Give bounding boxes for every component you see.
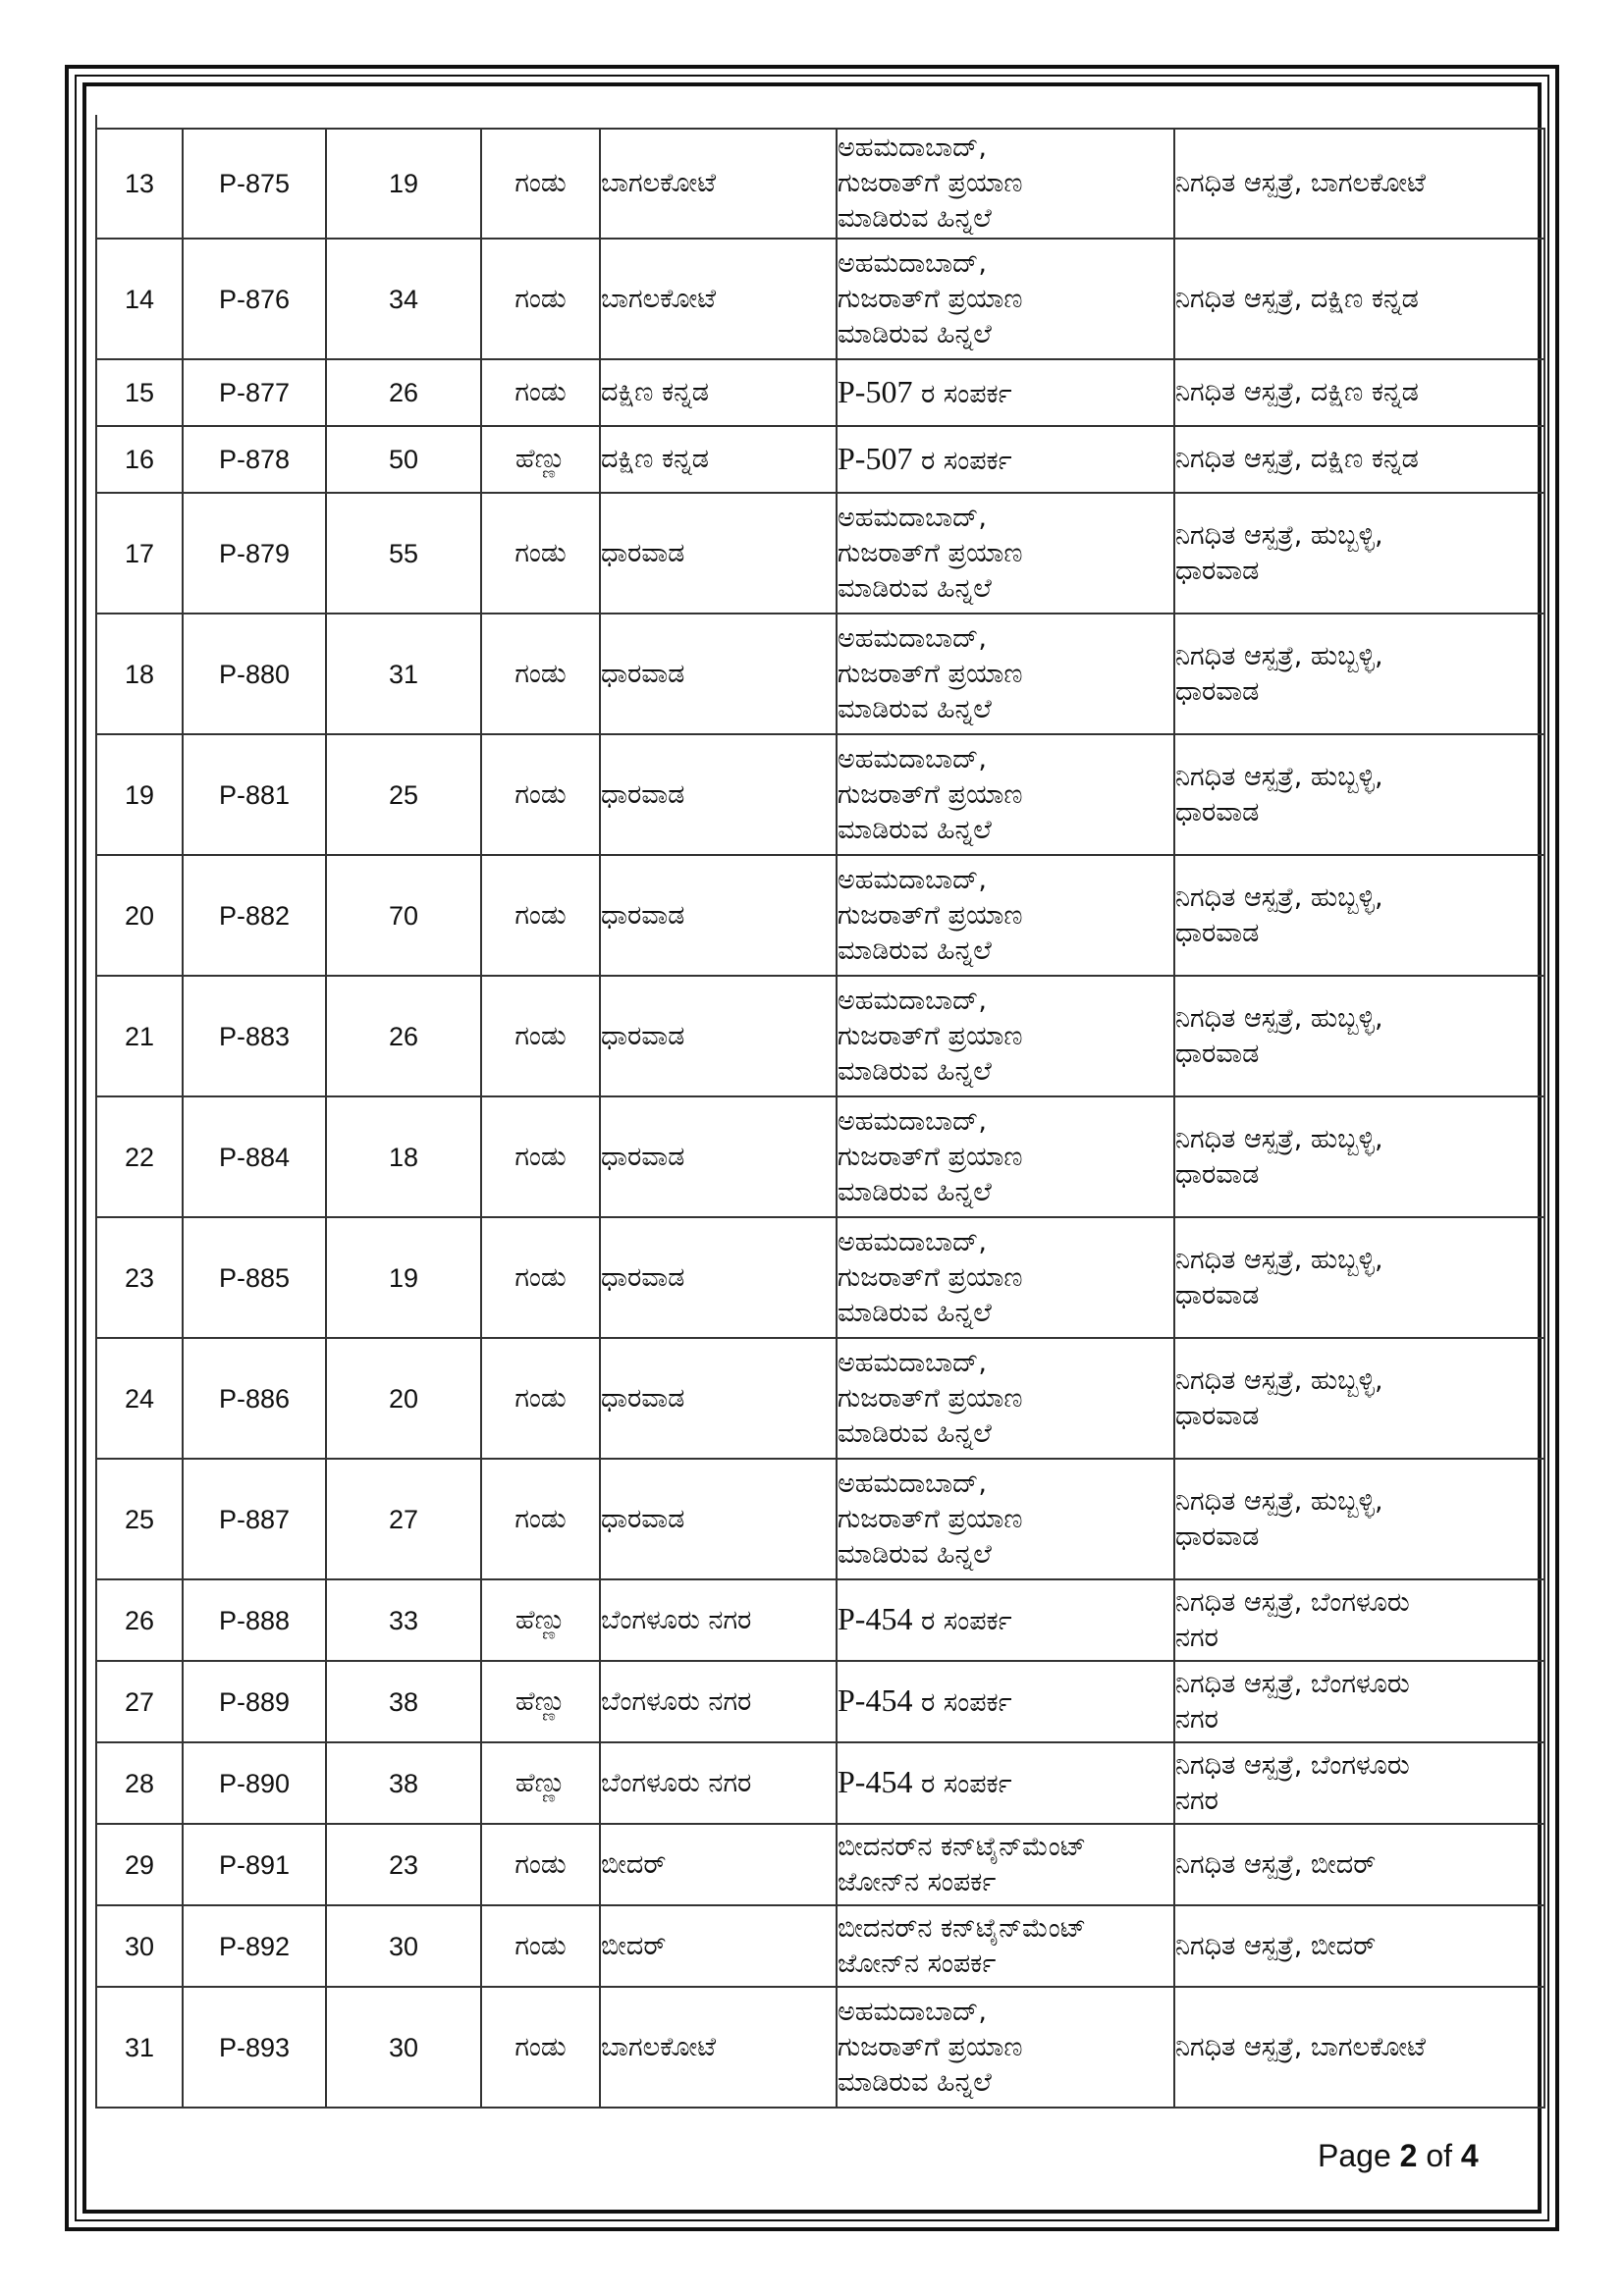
hospital-line: ನಿಗಧಿತ ಆಸ್ಪತ್ರೆ, ಬಾಗಲಕೋಟೆ bbox=[1175, 168, 1426, 198]
cell-patient-id: P-878 bbox=[183, 426, 326, 493]
cell-source bbox=[837, 1661, 1174, 1742]
source-line: ಮಾಡಿರುವ ಹಿನ್ನಲೆ bbox=[838, 2066, 992, 2098]
cell-source bbox=[837, 1905, 1174, 1987]
hospital-line: ಧಾರವಾಡ bbox=[1175, 1279, 1260, 1310]
source-line: ಅಹಮದಾಬಾದ್, bbox=[838, 985, 987, 1016]
cell-serial: 29 bbox=[96, 1824, 183, 1905]
cell-hospital bbox=[1174, 359, 1544, 426]
page-number bbox=[1318, 2138, 1479, 2174]
cell-district: ಧಾರವಾಡ bbox=[600, 1459, 837, 1579]
source-line: ಅಹಮದಾಬಾದ್, bbox=[838, 502, 987, 533]
cell-age: 26 bbox=[326, 976, 481, 1096]
cell-patient-id: P-889 bbox=[183, 1661, 326, 1742]
cell-sex: ಗಂಡು bbox=[481, 359, 600, 426]
cell-sex: ಗಂಡು bbox=[481, 1987, 600, 2108]
cell-source bbox=[837, 1579, 1174, 1661]
cell-age: 34 bbox=[326, 239, 481, 359]
cell-source bbox=[837, 1459, 1174, 1579]
table-row bbox=[96, 129, 1544, 239]
cell-age: 55 bbox=[326, 493, 481, 614]
cell-source bbox=[837, 1338, 1174, 1459]
cell-patient-id: P-875 bbox=[183, 129, 326, 239]
cell-sex: ಹೆಣ್ಣು bbox=[481, 426, 600, 493]
source-line: ಅಹಮದಾಬಾದ್, bbox=[838, 743, 987, 774]
patients-table-body bbox=[96, 115, 1544, 2108]
cell-sex: ಗಂಡು bbox=[481, 734, 600, 855]
cell-patient-id: P-882 bbox=[183, 855, 326, 976]
source-contact-id: P-507 bbox=[838, 440, 913, 476]
page-number-total: 4 bbox=[1460, 2138, 1479, 2173]
cell-district: ಬೀದರ್ bbox=[600, 1905, 837, 1987]
cell-hospital bbox=[1174, 1459, 1544, 1579]
cell-sex: ಹೆಣ್ಣು bbox=[481, 1742, 600, 1824]
page-number-middle: of bbox=[1417, 2138, 1461, 2173]
cell-district: ಬಾಗಲಕೋಟೆ bbox=[600, 1987, 837, 2108]
cell-sex: ಗಂಡು bbox=[481, 855, 600, 976]
cell-district: ಧಾರವಾಡ bbox=[600, 493, 837, 614]
source-line: ಗುಜರಾತ್‌ಗೆ ಪ್ರಯಾಣ bbox=[838, 537, 1023, 568]
cell-patient-id: P-888 bbox=[183, 1579, 326, 1661]
source-line: ಅಹಮದಾಬಾದ್, bbox=[838, 1468, 987, 1499]
cell-age: 19 bbox=[326, 129, 481, 239]
source-line: ಗುಜರಾತ್‌ಗೆ ಪ್ರಯಾಣ bbox=[838, 2031, 1023, 2062]
page-number-current: 2 bbox=[1399, 2138, 1418, 2173]
source-line: ಅಹಮದಾಬಾದ್, bbox=[838, 1226, 987, 1257]
source-line: ಜೋನ್‌ನ ಸಂಪರ್ಕ bbox=[838, 1866, 997, 1897]
cell-district: ಧಾರವಾಡ bbox=[600, 1217, 837, 1338]
source-line: ಗುಜರಾತ್‌ಗೆ ಪ್ರಯಾಣ bbox=[838, 1141, 1023, 1172]
cell-serial: 24 bbox=[96, 1338, 183, 1459]
cell-patient-id: P-884 bbox=[183, 1096, 326, 1217]
hospital-line: ನಿಗಧಿತ ಆಸ್ಪತ್ರೆ, ಹುಬ್ಬಳ್ಳಿ, bbox=[1175, 1244, 1383, 1275]
hospital-line: ಧಾರವಾಡ bbox=[1175, 675, 1260, 707]
cell-age: 18 bbox=[326, 1096, 481, 1217]
cell-hospital bbox=[1174, 855, 1544, 976]
cell-patient-id: P-877 bbox=[183, 359, 326, 426]
cell-serial: 25 bbox=[96, 1459, 183, 1579]
page-number-prefix: Page bbox=[1318, 2138, 1400, 2173]
cell-age: 38 bbox=[326, 1742, 481, 1824]
source-line: ಗುಜರಾತ್‌ಗೆ ಪ್ರಯಾಣ bbox=[838, 283, 1023, 314]
source-line: ಬೀದನರ್‌ನ ಕನ್‌ಟೈನ್‌ಮೆಂಟ್ bbox=[838, 1831, 1087, 1862]
cell-hospital bbox=[1174, 1338, 1544, 1459]
cell-age: 25 bbox=[326, 734, 481, 855]
hospital-line: ನಿಗಧಿತ ಆಸ್ಪತ್ರೆ, ಬೀದರ್ bbox=[1175, 1848, 1377, 1880]
cell-patient-id: P-883 bbox=[183, 976, 326, 1096]
source-line: ಅಹಮದಾಬಾದ್, bbox=[838, 1347, 987, 1378]
cell-serial: 21 bbox=[96, 976, 183, 1096]
cell-hospital bbox=[1174, 1579, 1544, 1661]
table-row bbox=[96, 1742, 1544, 1824]
source-line: ಮಾಡಿರುವ ಹಿನ್ನಲೆ bbox=[838, 1055, 992, 1087]
source-line: ಮಾಡಿರುವ ಹಿನ್ನಲೆ bbox=[838, 934, 992, 966]
cell-age: 50 bbox=[326, 426, 481, 493]
hospital-line: ನಿಗಧಿತ ಆಸ್ಪತ್ರೆ, ದಕ್ಷಿಣ ಕನ್ನಡ bbox=[1175, 377, 1419, 407]
cell-age: 31 bbox=[326, 614, 481, 734]
hospital-line: ಧಾರವಾಡ bbox=[1175, 796, 1260, 828]
cell-serial: 14 bbox=[96, 239, 183, 359]
cell-patient-id: P-893 bbox=[183, 1987, 326, 2108]
table-row bbox=[96, 1824, 1544, 1905]
table-row bbox=[96, 1459, 1544, 1579]
cell-age: 70 bbox=[326, 855, 481, 976]
source-line: ಗುಜರಾತ್‌ಗೆ ಪ್ರಯಾಣ bbox=[838, 658, 1023, 689]
cell-serial: 30 bbox=[96, 1905, 183, 1987]
source-line: ಅಹಮದಾಬಾದ್, bbox=[838, 864, 987, 895]
source-line: ಮಾಡಿರುವ ಹಿನ್ನಲೆ bbox=[838, 318, 992, 349]
cell-hospital bbox=[1174, 1824, 1544, 1905]
hospital-line: ನಿಗಧಿತ ಆಸ್ಪತ್ರೆ, ಹುಬ್ಬಳ್ಳಿ, bbox=[1175, 1123, 1383, 1154]
source-contact-id: P-454 bbox=[838, 1764, 913, 1799]
table-row bbox=[96, 359, 1544, 426]
table-row bbox=[96, 493, 1544, 614]
hospital-line: ನಿಗಧಿತ ಆಸ್ಪತ್ರೆ, ದಕ್ಷಿಣ ಕನ್ನಡ bbox=[1175, 444, 1419, 474]
hospital-line: ನಗರ bbox=[1175, 1703, 1218, 1735]
cell-serial: 18 bbox=[96, 614, 183, 734]
cell-serial: 23 bbox=[96, 1217, 183, 1338]
cell-hospital bbox=[1174, 976, 1544, 1096]
source-line: ಅಹಮದಾಬಾದ್, bbox=[838, 1105, 987, 1137]
table-row bbox=[96, 1338, 1544, 1459]
hospital-line: ನಿಗಧಿತ ಆಸ್ಪತ್ರೆ, ಹುಬ್ಬಳ್ಳಿ, bbox=[1175, 640, 1383, 671]
cell-patient-id: P-885 bbox=[183, 1217, 326, 1338]
source-line: ಮಾಡಿರುವ ಹಿನ್ನಲೆ bbox=[838, 572, 992, 604]
cell-patient-id: P-892 bbox=[183, 1905, 326, 1987]
source-contact-text: ರ ಸಂಪರ್ಕ bbox=[912, 1769, 1012, 1799]
cell-serial: 13 bbox=[96, 129, 183, 239]
cell-patient-id: P-880 bbox=[183, 614, 326, 734]
cell-district: ಧಾರವಾಡ bbox=[600, 614, 837, 734]
source-line: ಬೀದನರ್‌ನ ಕನ್‌ಟೈನ್‌ಮೆಂಟ್ bbox=[838, 1912, 1087, 1944]
source-contact-text: ರ ಸಂಪರ್ಕ bbox=[912, 378, 1012, 409]
cell-source bbox=[837, 493, 1174, 614]
cell-patient-id: P-886 bbox=[183, 1338, 326, 1459]
table-row bbox=[96, 1987, 1544, 2108]
hospital-line: ನಿಗಧಿತ ಆಸ್ಪತ್ರೆ, ಹುಬ್ಬಳ್ಳಿ, bbox=[1175, 519, 1383, 551]
hospital-line: ನಿಗಧಿತ ಆಸ್ಪತ್ರೆ, ಹುಬ್ಬಳ್ಳಿ, bbox=[1175, 1002, 1383, 1034]
source-contact-id: P-454 bbox=[838, 1682, 913, 1718]
cell-source bbox=[837, 359, 1174, 426]
source-line: ಮಾಡಿರುವ ಹಿನ್ನಲೆ bbox=[838, 1176, 992, 1207]
cell-sex: ಗಂಡು bbox=[481, 129, 600, 239]
cell-sex: ಗಂಡು bbox=[481, 1338, 600, 1459]
cell-hospital bbox=[1174, 1905, 1544, 1987]
source-line: ಗುಜರಾತ್‌ಗೆ ಪ್ರಯಾಣ bbox=[838, 168, 1023, 198]
cell-serial: 16 bbox=[96, 426, 183, 493]
source-line: ಮಾಡಿರುವ ಹಿನ್ನಲೆ bbox=[838, 814, 992, 845]
cell-district: ಬೀದರ್ bbox=[600, 1824, 837, 1905]
table-row bbox=[96, 734, 1544, 855]
table-row bbox=[96, 239, 1544, 359]
source-line: ಮಾಡಿರುವ ಹಿನ್ನಲೆ bbox=[838, 693, 992, 724]
cell-district: ಬಾಗಲಕೋಟೆ bbox=[600, 129, 837, 239]
source-line: ಗುಜರಾತ್‌ಗೆ ಪ್ರಯಾಣ bbox=[838, 1261, 1023, 1293]
cell-source bbox=[837, 855, 1174, 976]
cell-hospital bbox=[1174, 1661, 1544, 1742]
source-line: ಗುಜರಾತ್‌ಗೆ ಪ್ರಯಾಣ bbox=[838, 899, 1023, 931]
table-row bbox=[96, 1096, 1544, 1217]
hospital-line: ನಿಗಧಿತ ಆಸ್ಪತ್ರೆ, ಹುಬ್ಬಳ್ಳಿ, bbox=[1175, 1485, 1383, 1517]
cell-sex: ಗಂಡು bbox=[481, 1905, 600, 1987]
table-row bbox=[96, 976, 1544, 1096]
cell-source bbox=[837, 239, 1174, 359]
cell-patient-id: P-881 bbox=[183, 734, 326, 855]
cell-source bbox=[837, 734, 1174, 855]
cell-sex: ಗಂಡು bbox=[481, 1824, 600, 1905]
source-line: ಮಾಡಿರುವ ಹಿನ್ನಲೆ bbox=[838, 1538, 992, 1570]
source-line: ಮಾಡಿರುವ ಹಿನ್ನಲೆ bbox=[838, 203, 992, 234]
hospital-line: ನಗರ bbox=[1175, 1622, 1218, 1653]
cell-patient-id: P-891 bbox=[183, 1824, 326, 1905]
cell-sex: ಗಂಡು bbox=[481, 239, 600, 359]
source-line: ಅಹಮದಾಬಾದ್, bbox=[838, 622, 987, 654]
source-line: ಗುಜರಾತ್‌ಗೆ ಪ್ರಯಾಣ bbox=[838, 778, 1023, 810]
cell-age: 20 bbox=[326, 1338, 481, 1459]
cell-hospital bbox=[1174, 129, 1544, 239]
cell-sex: ಹೆಣ್ಣು bbox=[481, 1661, 600, 1742]
cell-serial: 17 bbox=[96, 493, 183, 614]
hospital-line: ನಿಗಧಿತ ಆಸ್ಪತ್ರೆ, ಬಾಗಲಕೋಟೆ bbox=[1175, 2031, 1426, 2062]
hospital-line: ನಿಗಧಿತ ಆಸ್ಪತ್ರೆ, ಹುಬ್ಬಳ್ಳಿ, bbox=[1175, 1364, 1383, 1396]
table-row bbox=[96, 1217, 1544, 1338]
cell-hospital bbox=[1174, 426, 1544, 493]
hospital-line: ಧಾರವಾಡ bbox=[1175, 1158, 1260, 1190]
cell-district: ದಕ್ಷಿಣ ಕನ್ನಡ bbox=[600, 359, 837, 426]
cell-patient-id: P-890 bbox=[183, 1742, 326, 1824]
table-row bbox=[96, 1579, 1544, 1661]
table-row bbox=[96, 1905, 1544, 1987]
hospital-line: ನಿಗಧಿತ ಆಸ್ಪತ್ರೆ, ಬೆಂಗಳೂರು bbox=[1175, 1586, 1410, 1618]
source-line: ಜೋನ್‌ನ ಸಂಪರ್ಕ bbox=[838, 1948, 997, 1979]
cell-source bbox=[837, 1824, 1174, 1905]
cell-age: 19 bbox=[326, 1217, 481, 1338]
source-line: ಅಹಮದಾಬಾದ್, bbox=[838, 247, 987, 279]
cell-patient-id: P-887 bbox=[183, 1459, 326, 1579]
cell-serial: 15 bbox=[96, 359, 183, 426]
hospital-line: ನಗರ bbox=[1175, 1785, 1218, 1816]
hospital-line: ಧಾರವಾಡ bbox=[1175, 1038, 1260, 1069]
cell-district: ದಕ್ಷಿಣ ಕನ್ನಡ bbox=[600, 426, 837, 493]
cell-age: 30 bbox=[326, 1987, 481, 2108]
hospital-line: ನಿಗಧಿತ ಆಸ್ಪತ್ರೆ, ಬೆಂಗಳೂರು bbox=[1175, 1749, 1410, 1781]
hospital-line: ಧಾರವಾಡ bbox=[1175, 1521, 1260, 1552]
patients-table bbox=[95, 115, 1545, 2109]
cell-hospital bbox=[1174, 1096, 1544, 1217]
table-row bbox=[96, 1661, 1544, 1742]
source-contact-id: P-507 bbox=[838, 373, 913, 409]
cell-source bbox=[837, 1742, 1174, 1824]
cell-sex: ಗಂಡು bbox=[481, 614, 600, 734]
cell-source bbox=[837, 614, 1174, 734]
source-contact-text: ರ ಸಂಪರ್ಕ bbox=[912, 445, 1012, 476]
hospital-line: ನಿಗಧಿತ ಆಸ್ಪತ್ರೆ, ಹುಬ್ಬಳ್ಳಿ, bbox=[1175, 761, 1383, 792]
cell-sex: ಹೆಣ್ಣು bbox=[481, 1579, 600, 1661]
source-contact-id: P-454 bbox=[838, 1601, 913, 1636]
source-line: ಅಹಮದಾಬಾದ್, bbox=[838, 133, 987, 163]
cell-sex: ಗಂಡು bbox=[481, 1096, 600, 1217]
cell-age: 38 bbox=[326, 1661, 481, 1742]
cell-serial: 31 bbox=[96, 1987, 183, 2108]
source-line: ಗುಜರಾತ್‌ಗೆ ಪ್ರಯಾಣ bbox=[838, 1503, 1023, 1534]
cell-sex: ಗಂಡು bbox=[481, 1217, 600, 1338]
cell-district: ಧಾರವಾಡ bbox=[600, 976, 837, 1096]
table-row bbox=[96, 426, 1544, 493]
cell-hospital bbox=[1174, 614, 1544, 734]
cell-hospital bbox=[1174, 1217, 1544, 1338]
hospital-line: ನಿಗಧಿತ ಆಸ್ಪತ್ರೆ, ದಕ್ಷಿಣ ಕನ್ನಡ bbox=[1175, 283, 1419, 314]
cell-serial: 26 bbox=[96, 1579, 183, 1661]
cell-serial: 22 bbox=[96, 1096, 183, 1217]
table-top-gap-row bbox=[96, 115, 1544, 129]
table-row bbox=[96, 855, 1544, 976]
cell-district: ಬಾಗಲಕೋಟೆ bbox=[600, 239, 837, 359]
cell-source bbox=[837, 1217, 1174, 1338]
cell-district: ಬೆಂಗಳೂರು ನಗರ bbox=[600, 1579, 837, 1661]
cell-hospital bbox=[1174, 734, 1544, 855]
table-row bbox=[96, 614, 1544, 734]
cell-source bbox=[837, 129, 1174, 239]
cell-age: 27 bbox=[326, 1459, 481, 1579]
cell-age: 23 bbox=[326, 1824, 481, 1905]
cell-sex: ಗಂಡು bbox=[481, 1459, 600, 1579]
cell-sex: ಗಂಡು bbox=[481, 493, 600, 614]
cell-district: ಬೆಂಗಳೂರು ನಗರ bbox=[600, 1661, 837, 1742]
cell-hospital bbox=[1174, 239, 1544, 359]
hospital-line: ಧಾರವಾಡ bbox=[1175, 1400, 1260, 1431]
cell-source bbox=[837, 976, 1174, 1096]
cell-serial: 19 bbox=[96, 734, 183, 855]
cell-serial: 27 bbox=[96, 1661, 183, 1742]
cell-district: ಧಾರವಾಡ bbox=[600, 855, 837, 976]
cell-source bbox=[837, 426, 1174, 493]
cell-age: 33 bbox=[326, 1579, 481, 1661]
cell-serial: 20 bbox=[96, 855, 183, 976]
cell-sex: ಗಂಡು bbox=[481, 976, 600, 1096]
hospital-line: ಧಾರವಾಡ bbox=[1175, 917, 1260, 948]
hospital-line: ಧಾರವಾಡ bbox=[1175, 555, 1260, 586]
cell-district: ಧಾರವಾಡ bbox=[600, 1338, 837, 1459]
cell-hospital bbox=[1174, 1742, 1544, 1824]
cell-district: ಬೆಂಗಳೂರು ನಗರ bbox=[600, 1742, 837, 1824]
source-line: ಮಾಡಿರುವ ಹಿನ್ನಲೆ bbox=[838, 1297, 992, 1328]
cell-hospital bbox=[1174, 493, 1544, 614]
cell-age: 26 bbox=[326, 359, 481, 426]
cell-district: ಧಾರವಾಡ bbox=[600, 734, 837, 855]
cell-serial: 28 bbox=[96, 1742, 183, 1824]
cell-source bbox=[837, 1096, 1174, 1217]
hospital-line: ನಿಗಧಿತ ಆಸ್ಪತ್ರೆ, ಬೆಂಗಳೂರು bbox=[1175, 1668, 1410, 1699]
source-contact-text: ರ ಸಂಪರ್ಕ bbox=[912, 1606, 1012, 1636]
cell-district: ಧಾರವಾಡ bbox=[600, 1096, 837, 1217]
source-line: ಗುಜರಾತ್‌ಗೆ ಪ್ರಯಾಣ bbox=[838, 1020, 1023, 1051]
source-line: ಅಹಮದಾಬಾದ್, bbox=[838, 1996, 987, 2027]
cell-age: 30 bbox=[326, 1905, 481, 1987]
source-line: ಗುಜರಾತ್‌ಗೆ ಪ್ರಯಾಣ bbox=[838, 1382, 1023, 1414]
cell-patient-id: P-876 bbox=[183, 239, 326, 359]
cell-patient-id: P-879 bbox=[183, 493, 326, 614]
hospital-line: ನಿಗಧಿತ ಆಸ್ಪತ್ರೆ, ಬೀದರ್ bbox=[1175, 1930, 1377, 1961]
source-line: ಮಾಡಿರುವ ಹಿನ್ನಲೆ bbox=[838, 1417, 992, 1449]
hospital-line: ನಿಗಧಿತ ಆಸ್ಪತ್ರೆ, ಹುಬ್ಬಳ್ಳಿ, bbox=[1175, 881, 1383, 913]
cell-source bbox=[837, 1987, 1174, 2108]
source-contact-text: ರ ಸಂಪರ್ಕ bbox=[912, 1687, 1012, 1718]
cell-hospital bbox=[1174, 1987, 1544, 2108]
